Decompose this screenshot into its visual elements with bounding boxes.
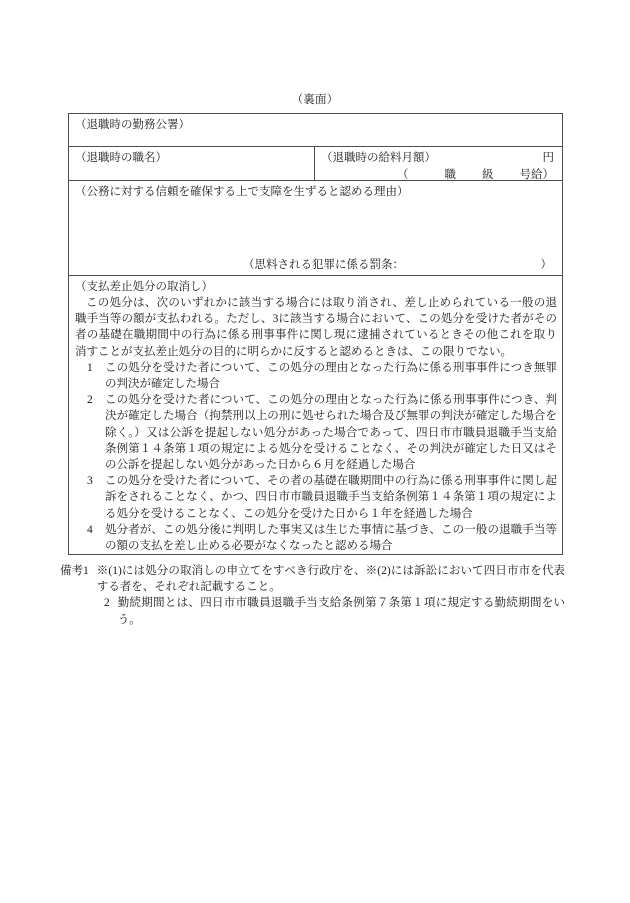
cancellation-item-4-text: 処分者が、この処分後に判明した事実又は生じた事情に基づき、この一般の退職手当等の額の支払を差し止める必要がなくなったと認める場合	[105, 523, 557, 553]
note-item-1-text: ※(1)には処分の取消しの申立てをすべき行政庁を、※(2)には訴訟において四日市市を代表する者を、それぞれ記載すること。	[96, 565, 565, 594]
note-item-2	[60, 595, 565, 627]
reason-cell	[69, 181, 562, 275]
penal-clause-line	[69, 257, 562, 273]
cancellation-item-2-text: この処分を受けた者について、この処分の理由となった行為に係る刑事事件につき、判決が確定した場合（拘禁刑以上の刑に処せられた場合及び無罪の判決が確定した場合を除く。）又は公訴を提起しない処分があった場合であって、四日市市職員退職手当支給条例第１４条第１項の規定による処分を受けることなく、その判決が確定した日又はその公訴を提起しない処分があった日から６月を経過した場合	[105, 394, 557, 472]
cancellation-item-4-number: 4	[87, 523, 93, 536]
cancellation-paragraph: この処分は、次のいずれかに該当する場合には取り消され、差し止められている一般の退職手当等の額が支払われる。ただし、3に該当する場合において、この処分を受けた者がその者の基礎在職期間中の行為に係る刑事事件に関し現に逮捕されているときその他これを取り消すことが支払差止処分の目的に明らかに反すると認めるときは、この限りでない。	[75, 297, 557, 358]
cancellation-item-4	[87, 522, 562, 554]
salary-grade-number: 号給）	[519, 169, 554, 181]
salary-label: （退職時の給料月額）	[321, 152, 436, 164]
note-item-1	[60, 563, 565, 595]
cancellation-item-1	[87, 360, 562, 392]
reason-label: （公務に対する信頼を確保する上で支障を生ずると認める理由）	[75, 186, 409, 198]
cancellation-item-1-text: この処分を受けた者について、この処分の理由となった行為に係る刑事事件につき無罪の判決が確定した場合	[105, 361, 557, 391]
salary-line-amount	[321, 150, 562, 166]
salary-open-paren: （	[397, 169, 409, 181]
table-row-office	[69, 114, 562, 147]
notes-label: 備考	[60, 565, 83, 577]
notes-section	[60, 563, 565, 628]
cancellation-item-1-number: 1	[87, 361, 93, 374]
salary-cell	[315, 147, 562, 180]
cancellation-item-3-number: 3	[87, 475, 93, 488]
cancellation-heading: （支払差止処分の取消し）	[75, 281, 213, 293]
job-title-label-cell: （退職時の職名）	[69, 147, 315, 180]
table-row-cancellation	[69, 276, 562, 554]
sheet-side-label: （裏面）	[291, 94, 339, 106]
penal-clause-label: （思料される犯罪に係る罰条：	[243, 259, 404, 271]
cancellation-cell	[69, 276, 562, 554]
note-item-1-number: 1	[83, 565, 89, 577]
table-row-reason	[69, 181, 562, 276]
salary-grade-post: 職	[444, 169, 456, 181]
cancellation-item-2-number: 2	[87, 394, 93, 407]
note-item-2-number: 2	[104, 597, 110, 610]
note-item-2-text: 勤続期間とは、四日市市職員退職手当支給条例第７条第１項に規定する勤続期間をいう。	[117, 597, 565, 626]
retirement-allowance-form-table	[68, 113, 563, 555]
table-row-title-salary	[69, 147, 562, 181]
cancellation-item-2	[87, 392, 562, 473]
cancellation-item-3	[87, 473, 562, 522]
penal-clause-close-paren: ）	[540, 259, 552, 271]
office-label-cell: （退職時の勤務公署）	[75, 119, 190, 131]
salary-unit-yen: 円	[542, 152, 554, 164]
salary-grade-class: 級	[482, 169, 494, 181]
cancellation-item-3-text: この処分を受けた者について、その者の基礎在職期間中の行為に係る刑事事件に関し起訴をされることなく、かつ、四日市市職員退職手当支給条例第１４条第１項の規定による処分を受けることなく、この処分を受けた日から１年を経過した場合	[105, 475, 557, 520]
